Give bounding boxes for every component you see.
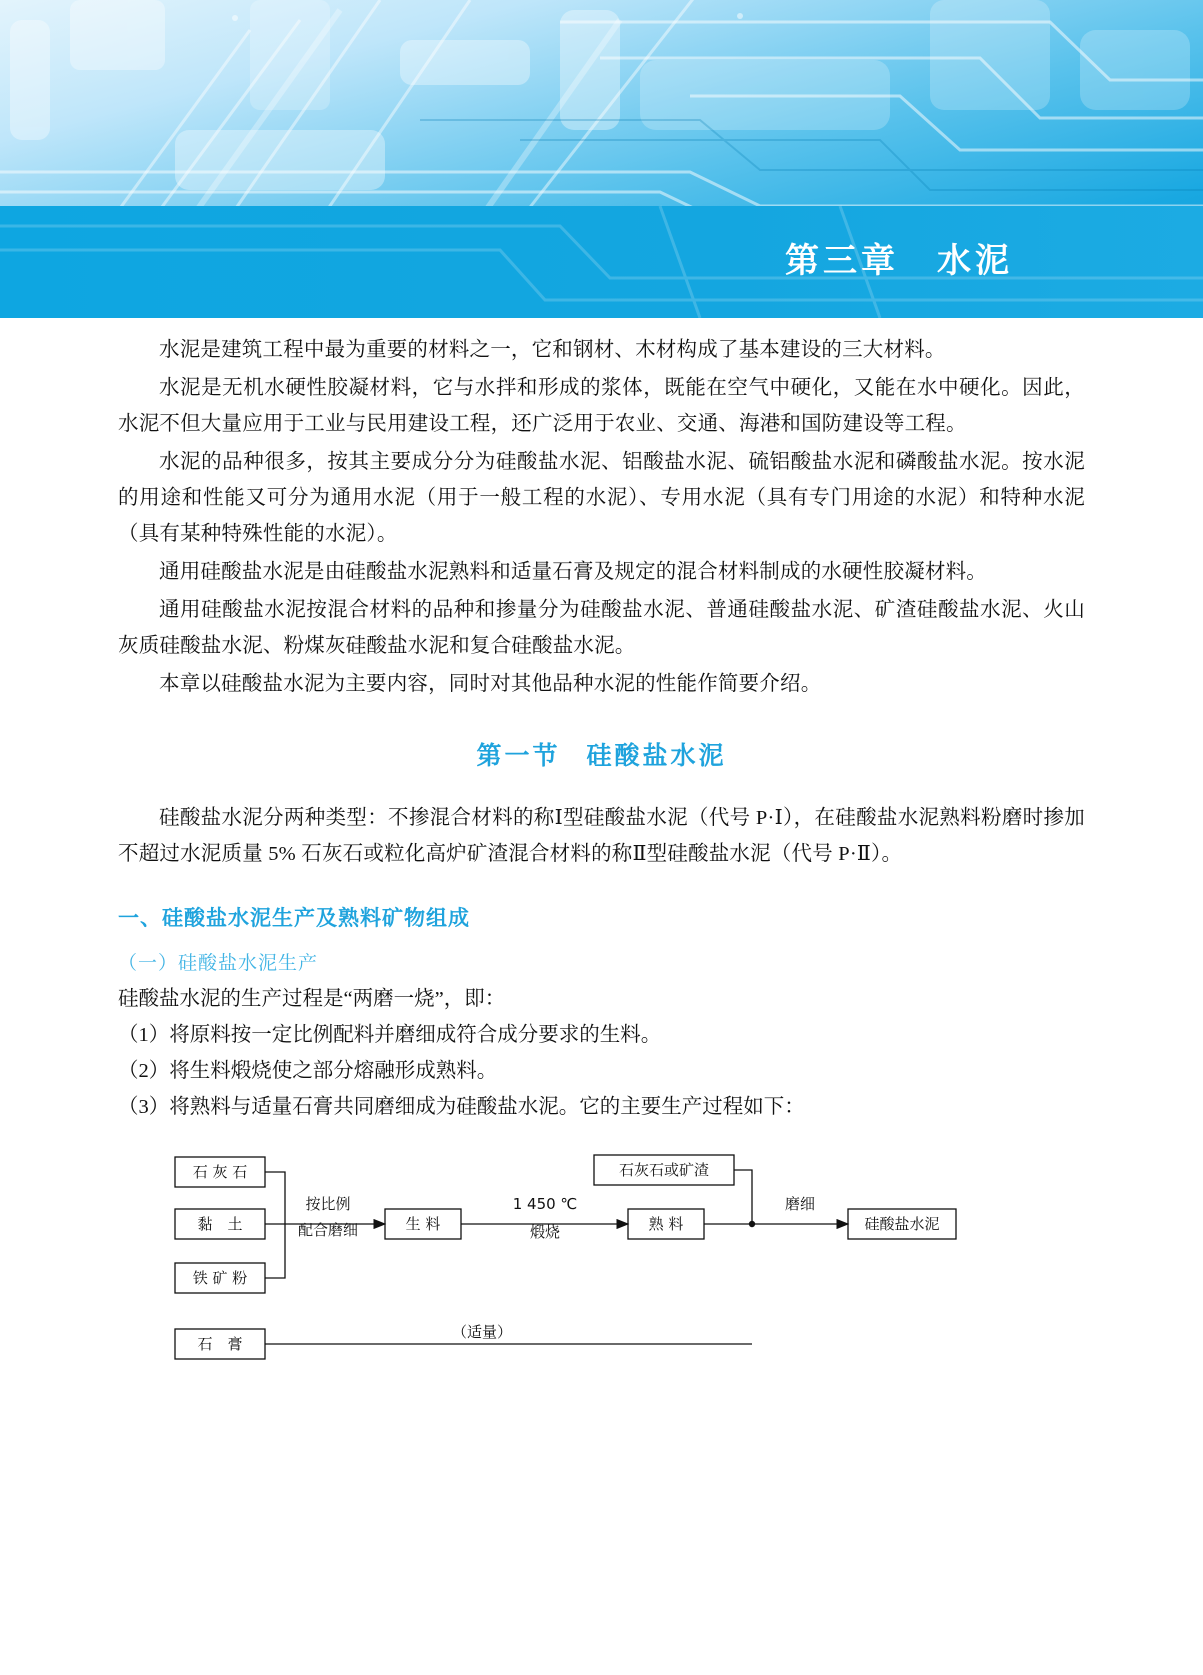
production-step-3: （3）将熟料与适量石膏共同磨细成为硅酸盐水泥。它的主要生产过程如下： [118,1096,805,1118]
diagram-box-portland-cement: 硅酸盐水泥 [864,1215,940,1233]
heading-level-2: （一）硅酸盐水泥生产 [118,952,319,974]
paragraph-3: 水泥的品种很多，按其主要成分分为硅酸盐水泥、铝酸盐水泥、硫铝酸盐水泥和磷酸盐水泥。按水泥的用途和性能又可分为通用水泥（用于一般工程的水泥）、专用水泥（具有专门用途的水泥）和特种水泥（具有某种特殊性能的水泥）。 [118,451,1085,545]
diagram-box-limestone: 石 灰 石 [192,1163,248,1181]
production-step-2: （2）将生料煅烧使之部分熔融形成熟料。 [118,1060,498,1082]
diagram-box-iron-powder: 铁 矿 粉 [192,1269,248,1287]
production-step-1: （1）将原料按一定比例配料并磨细成符合成分要求的生料。 [118,1024,662,1046]
diagram-box-raw-meal: 生 料 [405,1215,441,1233]
production-intro: 硅酸盐水泥的生产过程是“两磨一烧”，即： [118,988,506,1010]
diagram-box-clay: 黏 土 [197,1215,243,1233]
diagram-label-calcine: 煅烧 [529,1223,561,1241]
diagram-box-limestone-or-slag: 石灰石或矿渣 [618,1161,710,1179]
diagram-box-gypsum: 石 膏 [197,1335,243,1353]
paragraph-5: 通用硅酸盐水泥按混合材料的品种和掺量分为硅酸盐水泥、普通硅酸盐水泥、矿渣硅酸盐水泥、火山灰质硅酸盐水泥、粉煤灰硅酸盐水泥和复合硅酸盐水泥。 [118,599,1085,657]
paragraph-6: 本章以硅酸盐水泥为主要内容，同时对其他品种水泥的性能作简要介绍。 [159,673,822,695]
page-content [0,318,1203,1125]
chapter-name: 水泥 [937,241,1013,281]
diagram-label-grind: 磨细 [784,1195,816,1213]
section-heading [118,736,1085,772]
cement-production-flow-diagram [0,1147,1203,1377]
paragraph-4: 通用硅酸盐水泥是由硅酸盐水泥熟料和适量石膏及规定的混合材料制成的水硬性胶凝材料。 [159,561,987,583]
diagram-label-mix-grind: 配合磨细 [297,1221,359,1239]
section-heading-label: 第一节 [476,741,561,770]
diagram-label-temperature: 1 450 ℃ [512,1195,578,1213]
section-heading-name: 硅酸盐水泥 [586,741,727,770]
paragraph-2: 水泥是无机水硬性胶凝材料，它与水拌和形成的浆体，既能在空气中硬化，又能在水中硬化。因此，水泥不但大量应用于工业与民用建设工程，还广泛用于农业、交通、海港和国防建设等工程。 [118,377,1085,435]
chapter-number: 第三章 [785,241,899,281]
chapter-title [785,233,1013,282]
banner-decoration [0,0,1203,318]
section-intro-paragraph: 硅酸盐水泥分两种类型：不掺混合材料的称Ⅰ型硅酸盐水泥（代号 P·Ⅰ），在硅酸盐水泥熟料粉磨时掺加不超过水泥质量 5% 石灰石或粒化高炉矿渣混合材料的称Ⅱ型硅酸盐水泥（代号 P·Ⅱ）。 [118,807,1085,865]
diagram-label-mix-ratio: 按比例 [305,1195,351,1213]
heading-level-1: 一、硅酸盐水泥生产及熟料矿物组成 [118,906,470,930]
chapter-banner [0,0,1203,318]
paragraph-1: 水泥是建筑工程中最为重要的材料之一，它和钢材、木材构成了基本建设的三大材料。 [159,339,946,361]
diagram-box-clinker: 熟 料 [648,1215,684,1233]
diagram-label-appropriate-amount: （适量） [451,1323,513,1341]
